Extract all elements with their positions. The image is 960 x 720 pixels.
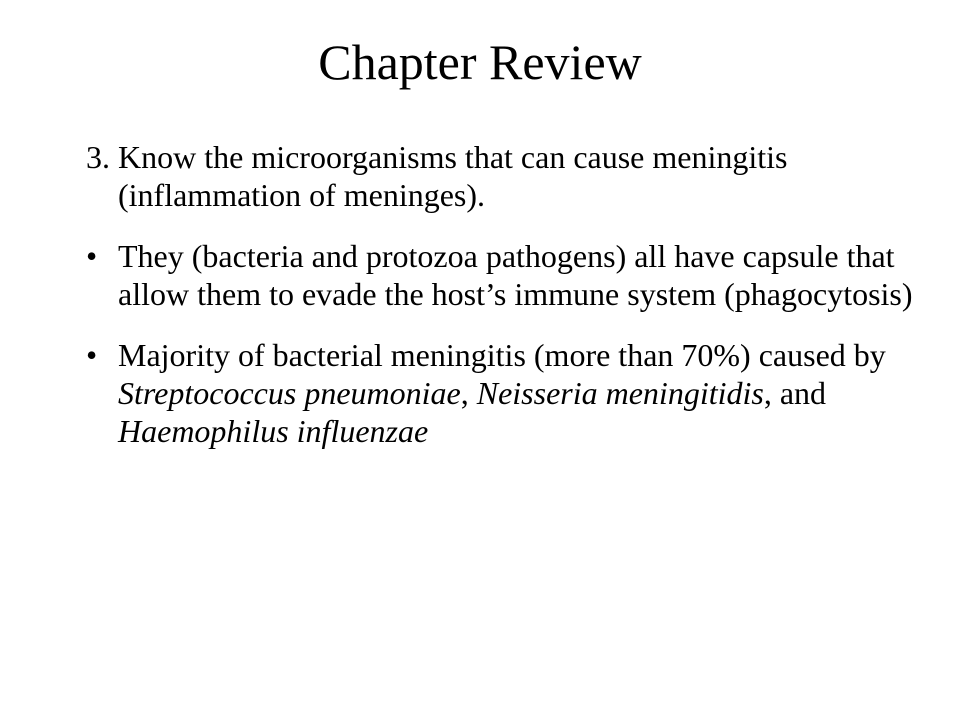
bullet-text: They (bacteria and protozoa pathogens) all have capsule that allow them to evade the host’s immune system (phagocytosis) bbox=[118, 238, 913, 312]
bullet-item-majority bbox=[86, 336, 926, 450]
separator: , and bbox=[763, 375, 827, 411]
review-point-3: 3. Know the microorganisms that can cause meningitis (inflammation of meninges). bbox=[86, 139, 788, 213]
organism-neisseria: Neisseria meningitidis bbox=[476, 375, 764, 411]
bullet-marker: • bbox=[86, 337, 98, 373]
bullet-marker: • bbox=[86, 238, 98, 274]
organism-streptococcus: Streptococcus pneumoniae bbox=[118, 375, 461, 411]
bullet-text-start: Majority of bacterial meningitis (more than 70%) caused by bbox=[118, 337, 886, 373]
separator: , bbox=[460, 375, 477, 411]
slide-title: Chapter Review bbox=[318, 34, 642, 90]
organism-haemophilus: Haemophilus influenzae bbox=[118, 413, 429, 449]
bullet-text bbox=[118, 337, 886, 449]
slide-body bbox=[86, 138, 926, 473]
bullet-item-capsule bbox=[86, 237, 926, 313]
